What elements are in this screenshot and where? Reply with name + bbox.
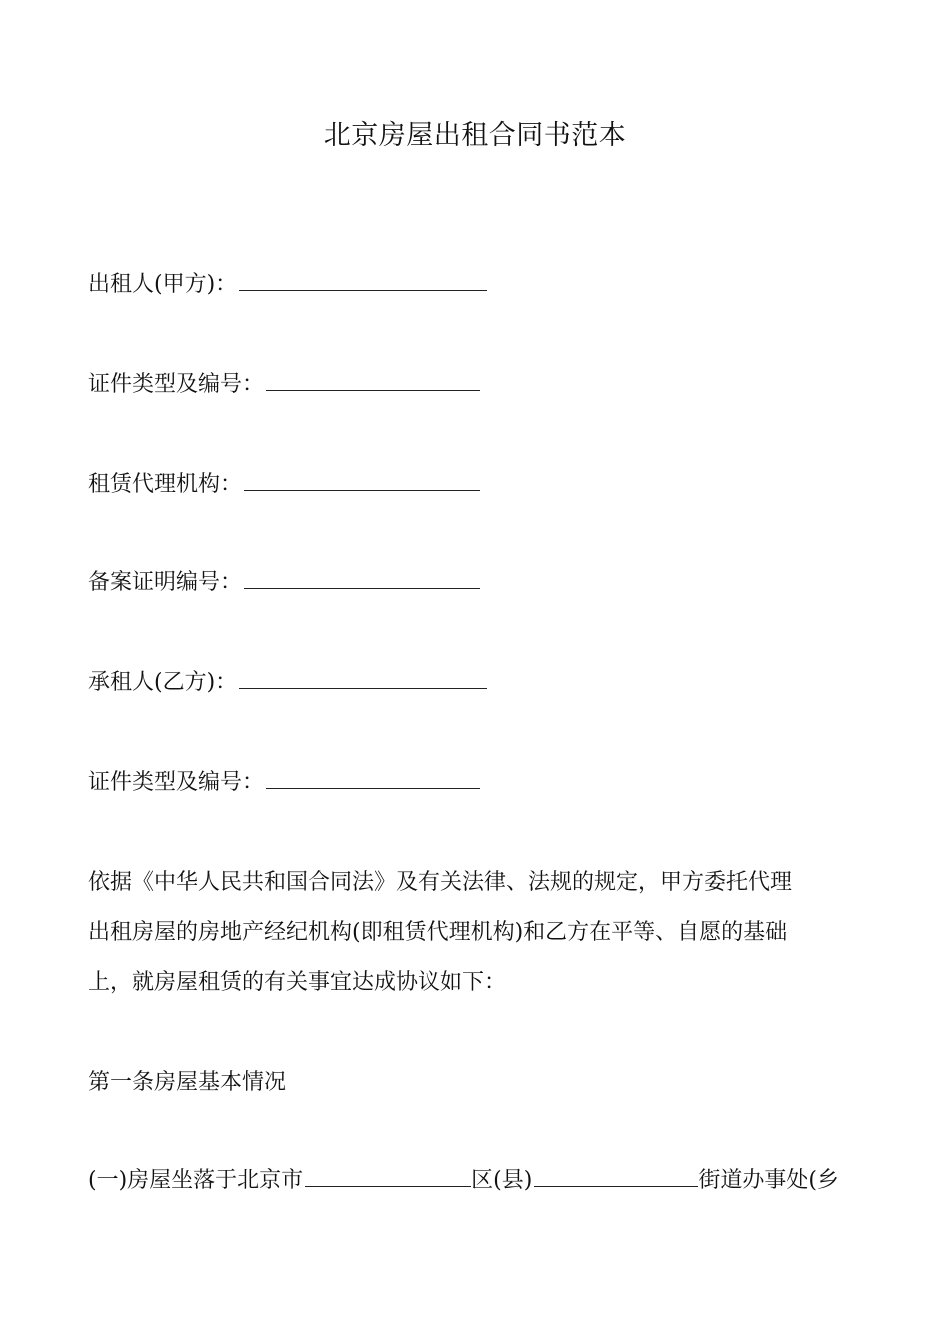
document-title: 北京房屋出租合同书范本 bbox=[323, 120, 627, 151]
fill-in-blank[interactable] bbox=[266, 370, 480, 391]
field-label: 备案证明编号： bbox=[88, 570, 243, 595]
fill-in-blank[interactable] bbox=[266, 768, 480, 789]
article-one-heading: 第一条房屋基本情况 bbox=[88, 1070, 287, 1095]
field-lessee-id bbox=[88, 768, 480, 798]
field-lessor-id bbox=[88, 370, 480, 400]
fill-in-blank[interactable] bbox=[244, 470, 480, 491]
field-record-number bbox=[88, 568, 480, 598]
field-label: 出租人(甲方)： bbox=[88, 272, 238, 297]
preamble-line: 依据《中华人民共和国合同法》及有关法律、法规的规定，甲方委托代理 bbox=[88, 870, 793, 895]
clause-prefix: (一)房屋坐落于北京市 bbox=[88, 1168, 304, 1193]
fill-in-blank[interactable] bbox=[244, 568, 480, 589]
clause-one bbox=[88, 1166, 839, 1196]
field-lessee bbox=[88, 668, 487, 698]
field-agency bbox=[88, 470, 480, 500]
district-suffix: 区(县) bbox=[471, 1168, 533, 1193]
fill-in-blank[interactable] bbox=[239, 270, 487, 291]
field-label: 证件类型及编号： bbox=[88, 770, 265, 795]
street-suffix: 街道办事处(乡 bbox=[698, 1168, 839, 1193]
preamble-line: 上，就房屋租赁的有关事宜达成协议如下： bbox=[88, 970, 507, 995]
preamble-line: 出租房屋的房地产经纪机构(即租赁代理机构)和乙方在平等、自愿的基础 bbox=[88, 920, 788, 945]
preamble-paragraph bbox=[88, 858, 864, 1008]
fill-in-blank-district[interactable] bbox=[305, 1166, 471, 1187]
field-label: 证件类型及编号： bbox=[88, 372, 265, 397]
field-lessor bbox=[88, 270, 487, 300]
field-label: 承租人(乙方)： bbox=[88, 670, 238, 695]
fill-in-blank[interactable] bbox=[239, 668, 487, 689]
fill-in-blank-street[interactable] bbox=[534, 1166, 698, 1187]
field-label: 租赁代理机构： bbox=[88, 472, 243, 497]
